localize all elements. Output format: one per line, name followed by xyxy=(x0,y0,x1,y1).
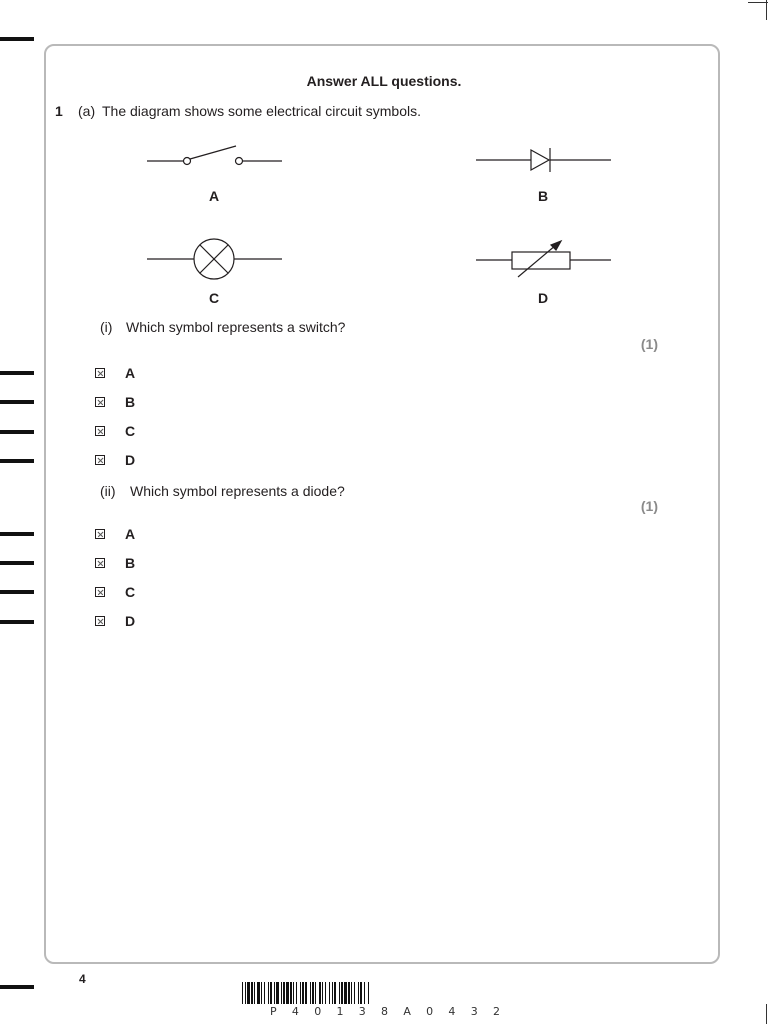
barcode-digit: P xyxy=(270,1005,277,1018)
margin-tick xyxy=(0,459,34,463)
barcode-bar xyxy=(283,982,285,1004)
option-label: B xyxy=(125,394,136,410)
barcode-bar xyxy=(261,982,262,1004)
margin-tick xyxy=(0,985,34,989)
answer-option[interactable] xyxy=(95,423,135,439)
crop-mark xyxy=(766,1004,767,1024)
barcode-bar xyxy=(247,982,250,1004)
barcode-icon xyxy=(240,982,524,1004)
circuit-symbols-diagram xyxy=(0,0,768,320)
option-label: C xyxy=(125,584,136,600)
option-label: D xyxy=(125,613,136,629)
barcode-bar xyxy=(264,982,265,1004)
barcode-digit: 3 xyxy=(470,1005,478,1018)
answer-option[interactable] xyxy=(95,365,135,381)
margin-tick xyxy=(0,620,34,624)
barcode-bar xyxy=(242,982,243,1004)
barcode-bar xyxy=(310,982,311,1004)
barcode-bar xyxy=(296,982,297,1004)
checkbox-icon[interactable] xyxy=(95,455,105,465)
barcode-bar xyxy=(344,982,347,1004)
barcode-bar xyxy=(368,982,369,1004)
barcode-bar xyxy=(274,982,275,1004)
variable-resistor-symbol-icon xyxy=(476,241,611,277)
symbol-label-c: C xyxy=(208,290,220,306)
barcode-bar xyxy=(312,982,314,1004)
option-label: B xyxy=(125,555,136,571)
barcode-bar xyxy=(329,982,330,1004)
subquestion-part: (ii) xyxy=(100,483,116,499)
subquestion-text: Which symbol represents a diode? xyxy=(130,483,345,499)
barcode-bar xyxy=(348,982,350,1004)
page-heading: Answer ALL questions. xyxy=(306,73,462,89)
barcode-bar xyxy=(286,982,289,1004)
barcode-bar xyxy=(322,982,323,1004)
question-number: 1 xyxy=(55,103,63,119)
answer-option[interactable] xyxy=(95,613,135,629)
barcode-bar xyxy=(315,982,316,1004)
margin-tick xyxy=(0,532,34,536)
question-text: The diagram shows some electrical circuit symbols. xyxy=(102,103,421,119)
checkbox-icon[interactable] xyxy=(95,397,105,407)
barcode-digit: 3 xyxy=(358,1005,366,1018)
barcode-digits xyxy=(270,1005,500,1018)
barcode-bar xyxy=(341,982,343,1004)
barcode-bar xyxy=(290,982,292,1004)
barcode-bar xyxy=(245,982,246,1004)
barcode-digit: 4 xyxy=(448,1005,456,1018)
answer-option[interactable] xyxy=(95,394,135,410)
barcode-digit: A xyxy=(403,1005,411,1018)
barcode-digit: 8 xyxy=(381,1005,389,1018)
lamp-symbol-icon xyxy=(147,239,282,279)
barcode-digit: 0 xyxy=(426,1005,434,1018)
barcode-bar xyxy=(268,982,269,1004)
barcode-bar xyxy=(300,982,301,1004)
barcode-bar xyxy=(276,982,279,1004)
barcode-bar xyxy=(254,982,255,1004)
margin-tick xyxy=(0,371,34,375)
checkbox-icon[interactable] xyxy=(95,558,105,568)
answer-option[interactable] xyxy=(95,452,135,468)
margin-tick xyxy=(0,430,34,434)
checkbox-icon[interactable] xyxy=(95,529,105,539)
marks-indicator: (1) xyxy=(640,336,658,352)
question-part: (a) xyxy=(78,103,96,119)
checkbox-icon[interactable] xyxy=(95,426,105,436)
barcode-bar xyxy=(332,982,333,1004)
barcode-bar xyxy=(257,982,260,1004)
barcode-bar xyxy=(351,982,352,1004)
checkbox-icon[interactable] xyxy=(95,368,105,378)
barcode-bar xyxy=(325,982,326,1004)
barcode-bar xyxy=(302,982,304,1004)
subquestion-text: Which symbol represents a switch? xyxy=(126,319,346,335)
subquestion-part: (i) xyxy=(100,319,113,335)
barcode-bar xyxy=(319,982,321,1004)
diode-symbol-icon xyxy=(476,148,611,172)
symbol-label-b: B xyxy=(537,188,549,204)
barcode-digit: 0 xyxy=(314,1005,322,1018)
answer-option[interactable] xyxy=(95,526,135,542)
answer-option[interactable] xyxy=(95,584,135,600)
option-label: C xyxy=(125,423,136,439)
barcode-bar xyxy=(364,982,365,1004)
symbol-label-d: D xyxy=(537,290,549,306)
barcode-bar xyxy=(293,982,294,1004)
barcode-bar xyxy=(251,982,253,1004)
barcode-bar xyxy=(354,982,355,1004)
barcode-digit: 1 xyxy=(336,1005,344,1018)
switch-symbol-icon xyxy=(147,146,282,165)
margin-tick xyxy=(0,590,34,594)
page-number: 4 xyxy=(79,972,86,986)
barcode-bar xyxy=(281,982,282,1004)
barcode-bar xyxy=(358,982,359,1004)
barcode-digit: 4 xyxy=(291,1005,299,1018)
option-label: A xyxy=(125,365,136,381)
checkbox-icon[interactable] xyxy=(95,587,105,597)
margin-tick xyxy=(0,561,34,565)
barcode-bar xyxy=(305,982,307,1004)
barcode-bar xyxy=(334,982,336,1004)
barcode-bar xyxy=(270,982,272,1004)
option-label: A xyxy=(125,526,136,542)
barcode-bar xyxy=(360,982,362,1004)
answer-option[interactable] xyxy=(95,555,135,571)
marks-indicator: (1) xyxy=(640,498,658,514)
symbol-label-a: A xyxy=(208,188,220,204)
barcode-digit: 2 xyxy=(492,1005,500,1018)
barcode-bar xyxy=(339,982,340,1004)
margin-tick xyxy=(0,400,34,404)
option-label: D xyxy=(125,452,136,468)
checkbox-icon[interactable] xyxy=(95,616,105,626)
